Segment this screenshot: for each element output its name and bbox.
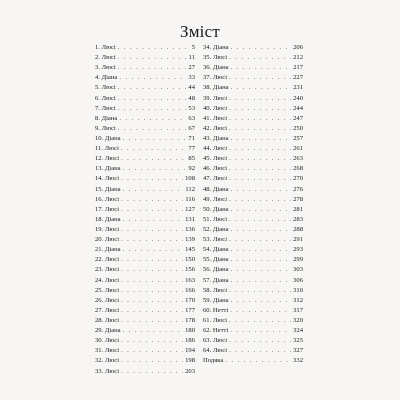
toc-entry-label: 56. Діана (203, 266, 229, 274)
toc-entry-label: 53. Люсі (203, 236, 228, 244)
toc-entry (95, 255, 195, 265)
toc-leader-dots (229, 73, 291, 83)
toc-entry (95, 306, 195, 316)
toc-entry (95, 104, 195, 114)
toc-entry (203, 215, 303, 225)
toc-entry-page: 67 (188, 124, 195, 132)
toc-entry-label: 58. Люсі (203, 286, 228, 294)
toc-leader-dots (121, 296, 183, 306)
toc-entry-page: 231 (293, 84, 303, 92)
toc-entry (203, 265, 303, 275)
toc-entry (203, 356, 303, 366)
toc-leader-dots (229, 154, 291, 164)
toc-entry-page: 156 (185, 266, 195, 274)
toc-entry (203, 326, 303, 336)
toc-entry-page: 270 (293, 175, 303, 183)
toc-entry-page: 227 (293, 74, 303, 82)
toc-entry-label: 5. Люсі (95, 84, 116, 92)
toc-entry-label: 48. Діана (203, 185, 229, 193)
toc-leader-dots (121, 286, 183, 296)
toc-leader-dots (229, 195, 291, 205)
toc-leader-dots (121, 255, 183, 265)
toc-entry-label: 3. Люсі (95, 64, 116, 72)
toc-leader-dots (231, 43, 292, 53)
toc-leader-dots (225, 356, 291, 366)
toc-leader-dots (229, 336, 291, 346)
toc-entry-label: 49. Люсі (203, 195, 228, 203)
toc-entry (95, 63, 195, 73)
toc-leader-dots (231, 276, 292, 286)
toc-leader-dots (231, 83, 292, 93)
toc-entry-label: 51. Люсі (203, 215, 228, 223)
toc-leader-dots (229, 144, 291, 154)
toc-entry-page: 212 (293, 54, 303, 62)
toc-entry-page: 131 (185, 215, 195, 223)
toc-entry-page: 276 (293, 185, 303, 193)
toc-entry (203, 73, 303, 83)
toc-leader-dots (231, 255, 292, 265)
toc-entry-label: 12. Люсі (95, 155, 120, 163)
toc-leader-dots (229, 53, 291, 63)
toc-entry-page: 317 (293, 306, 303, 314)
toc-leader-dots (229, 235, 291, 245)
toc-entry-label: 61. Люсі (203, 316, 228, 324)
toc-entry-page: 5 (191, 44, 195, 51)
toc-entry (95, 174, 195, 184)
toc-leader-dots (121, 265, 183, 275)
toc-entry-page: 240 (293, 94, 303, 102)
toc-entry-page: 244 (293, 104, 303, 112)
toc-entry-label: 22. Люсі (95, 256, 120, 264)
toc-entry (203, 195, 303, 205)
toc-entry (203, 346, 303, 356)
toc-entry-label: 52. Діана (203, 225, 229, 233)
toc-entry (203, 245, 303, 255)
toc-entry-page: 92 (188, 165, 195, 173)
toc-leader-dots (123, 185, 184, 195)
toc-entry-label: 43. Діана (203, 134, 229, 142)
toc-entry-page: 303 (293, 266, 303, 274)
toc-leader-dots (118, 94, 187, 104)
toc-leader-dots (118, 104, 187, 114)
toc-entry (203, 154, 303, 164)
toc-entry (95, 286, 195, 296)
toc-leader-dots (121, 225, 183, 235)
toc-entry-label: 32. Люсі (95, 357, 120, 365)
toc-entry-page: 291 (293, 236, 303, 244)
toc-entry (95, 316, 195, 326)
toc-entry-label: 21. Діана (95, 246, 121, 254)
toc-entry-label: 18. Діана (95, 215, 121, 223)
toc-entry (95, 215, 195, 225)
toc-entry-label: 20. Люсі (95, 236, 120, 244)
toc-entry (203, 63, 303, 73)
toc-entry (95, 124, 195, 134)
toc-entry-label: 11. Люсі (95, 145, 119, 153)
toc-entry-page: 217 (293, 64, 303, 72)
toc-entry-page: 293 (293, 246, 303, 254)
toc-entry (95, 336, 195, 346)
toc-entry-label: 25. Люсі (95, 286, 120, 294)
toc-entry-label: 9. Люсі (95, 124, 116, 132)
toc-entry-label: 15. Діана (95, 185, 121, 193)
toc-entry-page: 53 (188, 104, 195, 112)
toc-entry (95, 94, 195, 104)
toc-entry-label: Подяка (203, 357, 224, 365)
toc-entry-label: 6. Люсі (95, 94, 116, 102)
toc-entry-label: 31. Люсі (95, 347, 120, 355)
toc-leader-dots (121, 336, 183, 346)
toc-leader-dots (121, 205, 183, 215)
toc-entry-label: 47. Люсі (203, 175, 228, 183)
toc-leader-dots (229, 164, 291, 174)
toc-leader-dots (231, 225, 292, 235)
toc-entry-page: 27 (188, 64, 195, 72)
toc-entry-page: 163 (185, 276, 195, 284)
toc-leader-dots (121, 306, 183, 316)
toc-entry-page: 33 (188, 74, 195, 82)
toc-entry (95, 367, 195, 377)
toc-leader-dots (121, 276, 183, 286)
toc-leader-dots (118, 63, 187, 73)
toc-entry-label: 33. Люсі (95, 367, 120, 375)
toc-entry (203, 164, 303, 174)
toc-entry (203, 255, 303, 265)
toc-leader-dots (229, 174, 291, 184)
toc-entry-label: 19. Люсі (95, 225, 120, 233)
toc-entry-label: 17. Люсі (95, 205, 120, 213)
toc-entry-label: 4. Діана (95, 74, 118, 82)
toc-leader-dots (231, 205, 292, 215)
toc-leader-dots (118, 53, 187, 63)
toc-leader-dots (229, 104, 291, 114)
toc-entry-label: 29. Діана (95, 327, 121, 335)
toc-leader-dots (118, 43, 190, 53)
toc-leader-dots (229, 215, 291, 225)
toc-entry-label: 14. Люсі (95, 175, 120, 183)
toc-entry-page: 139 (185, 236, 195, 244)
toc-entry (95, 134, 195, 144)
toc-entry (203, 144, 303, 154)
toc-leader-dots (230, 326, 291, 336)
toc-column-left (95, 43, 195, 377)
toc-entry (95, 346, 195, 356)
toc-entry-page: 288 (293, 225, 303, 233)
toc-leader-dots (231, 63, 292, 73)
toc-entry (203, 114, 303, 124)
toc-entry-page: 310 (293, 286, 303, 294)
toc-entry-page: 247 (293, 114, 303, 122)
toc-entry-page: 178 (185, 316, 195, 324)
toc-entry-page: 150 (185, 256, 195, 264)
toc-leader-dots (123, 215, 184, 225)
toc-entry-label: 26. Люсі (95, 296, 120, 304)
toc-entry-page: 332 (293, 357, 303, 365)
toc-entry-page: 263 (293, 155, 303, 163)
toc-entry (203, 185, 303, 195)
toc-entry-label: 34. Діана (203, 44, 229, 51)
toc-entry-page: 177 (185, 306, 195, 314)
toc-entry-page: 281 (293, 205, 303, 213)
toc-leader-dots (119, 73, 186, 83)
toc-entry-label: 24. Люсі (95, 276, 120, 284)
toc-entry (95, 83, 195, 93)
toc-entry-label: 30. Люсі (95, 337, 120, 345)
toc-entry (203, 286, 303, 296)
toc-leader-dots (121, 316, 183, 326)
toc-entry (95, 356, 195, 366)
toc-entry-label: 55. Діана (203, 256, 229, 264)
toc-entry-label: 42. Люсі (203, 124, 228, 132)
toc-entry (95, 144, 195, 154)
toc-leader-dots (229, 286, 291, 296)
toc-entry-label: 10. Діана (95, 134, 121, 142)
toc-entry (203, 336, 303, 346)
toc-entry-page: 283 (293, 215, 303, 223)
toc-leader-dots (229, 316, 291, 326)
toc-entry (95, 154, 195, 164)
toc-entry-page: 166 (185, 286, 195, 294)
toc-entry (203, 134, 303, 144)
toc-leader-dots (231, 265, 292, 275)
toc-entry-page: 203 (185, 367, 195, 375)
toc-entry (95, 265, 195, 275)
toc-entry-label: 35. Люсі (203, 54, 228, 62)
toc-leader-dots (121, 235, 183, 245)
toc-entry-page: 63 (188, 114, 195, 122)
toc-entry-label: 27. Люсі (95, 306, 120, 314)
toc-entry (203, 316, 303, 326)
toc-entry (203, 306, 303, 316)
toc-entry-label: 13. Діана (95, 165, 121, 173)
toc-leader-dots (229, 114, 291, 124)
toc-entry (95, 276, 195, 286)
toc-leader-dots (118, 124, 187, 134)
toc-entry-page: 198 (185, 357, 195, 365)
toc-entry-label: 64. Люсі (203, 347, 228, 355)
toc-leader-dots (121, 154, 186, 164)
toc-entry-label: 59. Діана (203, 296, 229, 304)
toc-entry-page: 112 (185, 185, 195, 193)
toc-entry-label: 38. Діана (203, 84, 229, 92)
toc-leader-dots (121, 356, 183, 366)
toc-entry-page: 261 (293, 145, 303, 153)
toc-entry (95, 114, 195, 124)
toc-entry-page: 257 (293, 134, 303, 142)
toc-entry-page: 306 (293, 276, 303, 284)
toc-entry-page: 180 (185, 327, 195, 335)
toc-entry-page: 206 (293, 44, 303, 51)
toc-entry (203, 296, 303, 306)
toc-entry (203, 104, 303, 114)
toc-leader-dots (121, 144, 187, 154)
toc-entry-page: 136 (185, 225, 195, 233)
toc-entry-label: 7. Люсі (95, 104, 116, 112)
toc-entry-page: 325 (293, 337, 303, 345)
toc-leader-dots (229, 94, 291, 104)
toc-entry-page: 278 (293, 195, 303, 203)
toc-entry-page: 324 (293, 327, 303, 335)
toc-entry-page: 77 (188, 145, 195, 153)
toc-column-right (203, 43, 303, 367)
toc-entry (203, 83, 303, 93)
toc-entry-page: 320 (293, 316, 303, 324)
toc-entry-page: 327 (293, 347, 303, 355)
toc-entry (95, 205, 195, 215)
toc-entry-label: 1. Люсі (95, 44, 116, 51)
toc-entry (203, 225, 303, 235)
toc-entry-page: 71 (188, 134, 195, 142)
toc-entry-label: 54. Діана (203, 246, 229, 254)
toc-entry (203, 205, 303, 215)
toc-entry (95, 326, 195, 336)
toc-entry (95, 53, 195, 63)
toc-leader-dots (121, 346, 183, 356)
toc-leader-dots (231, 245, 292, 255)
toc-entry-label: 45. Люсі (203, 155, 228, 163)
toc-entry (95, 195, 195, 205)
toc-leader-dots (118, 83, 187, 93)
toc-leader-dots (231, 134, 292, 144)
toc-entry (203, 94, 303, 104)
toc-leader-dots (123, 134, 187, 144)
toc-entry-page: 127 (185, 205, 195, 213)
toc-entry-label: 28. Люсі (95, 316, 120, 324)
toc-entry-page: 85 (188, 155, 195, 163)
toc-leader-dots (123, 245, 184, 255)
toc-entry-label: 57. Діана (203, 276, 229, 284)
toc-entry-label: 60. Нетті (203, 306, 229, 314)
toc-entry (95, 185, 195, 195)
toc-entry-page: 268 (293, 165, 303, 173)
page-title: Зміст (180, 22, 220, 41)
toc-entry-page: 312 (293, 296, 303, 304)
toc-entry-label: 37. Люсі (203, 74, 228, 82)
toc-leader-dots (119, 114, 186, 124)
toc-entry (95, 225, 195, 235)
toc-entry-page: 48 (188, 94, 195, 102)
toc-entry-label: 40. Люсі (203, 104, 228, 112)
toc-entry-label: 41. Люсі (203, 114, 228, 122)
toc-entry-label: 2. Люсі (95, 54, 116, 62)
toc-entry-page: 108 (185, 175, 195, 183)
toc-entry-label: 36. Діана (203, 64, 229, 72)
toc-entry (95, 245, 195, 255)
toc-entry (95, 43, 195, 53)
toc-leader-dots (230, 306, 291, 316)
toc-entry-page: 11 (188, 54, 195, 62)
toc-leader-dots (121, 367, 183, 377)
toc-entry-label: 62. Нетті (203, 327, 229, 335)
toc-entry-label: 50. Діана (203, 205, 229, 213)
toc-entry-page: 299 (293, 256, 303, 264)
toc-leader-dots (121, 174, 183, 184)
toc-entry-page: 170 (185, 296, 195, 304)
toc-leader-dots (123, 164, 187, 174)
toc-entry (203, 174, 303, 184)
toc-entry-label: 16. Люсі (95, 195, 120, 203)
toc-leader-dots (123, 326, 184, 336)
toc-entry-page: 194 (185, 347, 195, 355)
toc-entry (203, 53, 303, 63)
toc-entry (203, 235, 303, 245)
toc-entry-label: 63. Люсі (203, 337, 228, 345)
toc-entry (203, 124, 303, 134)
toc-leader-dots (231, 185, 292, 195)
toc-leader-dots (231, 296, 292, 306)
toc-entry-page: 145 (185, 246, 195, 254)
toc-entry (95, 164, 195, 174)
toc-entry (203, 43, 303, 53)
toc-entry-label: 44. Люсі (203, 145, 228, 153)
toc-leader-dots (121, 195, 183, 205)
toc-entry (203, 276, 303, 286)
toc-entry (95, 235, 195, 245)
toc-leader-dots (229, 124, 291, 134)
toc-entry (95, 73, 195, 83)
toc-entry-page: 250 (293, 124, 303, 132)
toc-entry-label: 23. Люсі (95, 266, 120, 274)
toc-entry-page: 116 (185, 195, 195, 203)
toc-entry-label: 8. Діана (95, 114, 118, 122)
toc-leader-dots (229, 346, 291, 356)
toc-entry-label: 46. Люсі (203, 165, 228, 173)
toc-entry-page: 186 (185, 337, 195, 345)
toc-entry (95, 296, 195, 306)
toc-entry-page: 44 (188, 84, 195, 92)
toc-entry-label: 39. Люсі (203, 94, 228, 102)
